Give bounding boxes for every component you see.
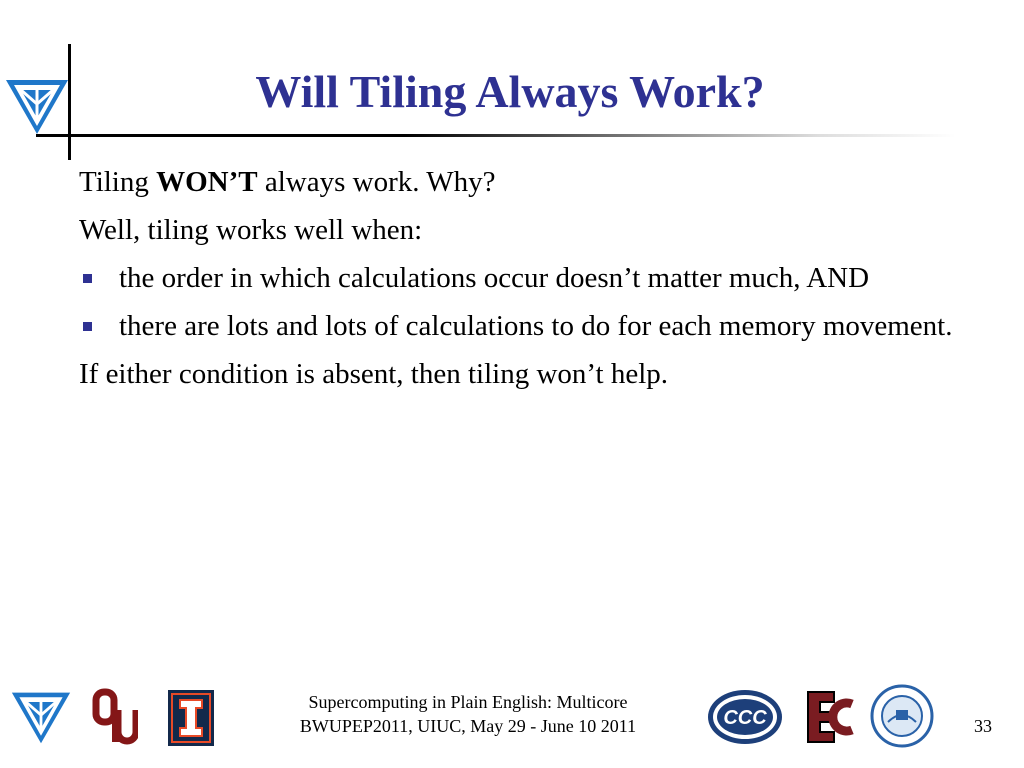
footer-text (262, 690, 674, 738)
page-number: 33 (974, 716, 992, 736)
ccc-logo-icon (706, 688, 784, 746)
hampton-seal-icon (870, 684, 934, 748)
intro-bold: WON’T (156, 166, 258, 198)
earlham-logo-icon (804, 688, 856, 746)
illinois-logo-icon (168, 690, 214, 746)
title-vertical-rule (68, 44, 71, 160)
oscer-triangle-logo-icon (4, 76, 70, 136)
footer-line-2: BWUPEP2011, UIUC, May 29 - June 10 2011 (299, 716, 637, 736)
oscer-triangle-logo-icon (10, 688, 72, 746)
slide-body (79, 162, 959, 402)
bullet-square-icon (83, 274, 92, 283)
ccc-logo-text: CCC (723, 707, 767, 729)
bullet-text: there are lots and lots of calculations to do for each memory movement. (119, 310, 953, 342)
slide-title: Will Tiling Always Work? (255, 66, 765, 117)
footer-line-1: Supercomputing in Plain English: Multicore (308, 692, 628, 712)
bullet-square-icon (83, 322, 92, 331)
bullet-text: the order in which calculations occur doesn’t matter much, AND (119, 262, 870, 294)
title-horizontal-rule (36, 134, 956, 137)
intro-line (79, 162, 959, 202)
ou-logo-icon (92, 688, 138, 746)
intro-before: Tiling (79, 166, 157, 198)
conclusion-line: If either condition is absent, then tiling won’t help. (79, 358, 669, 390)
intro-after: always work. Why? (257, 166, 496, 198)
condition-line: Well, tiling works well when: (79, 214, 423, 246)
bullet-item (79, 306, 959, 346)
bullet-item (79, 258, 959, 298)
